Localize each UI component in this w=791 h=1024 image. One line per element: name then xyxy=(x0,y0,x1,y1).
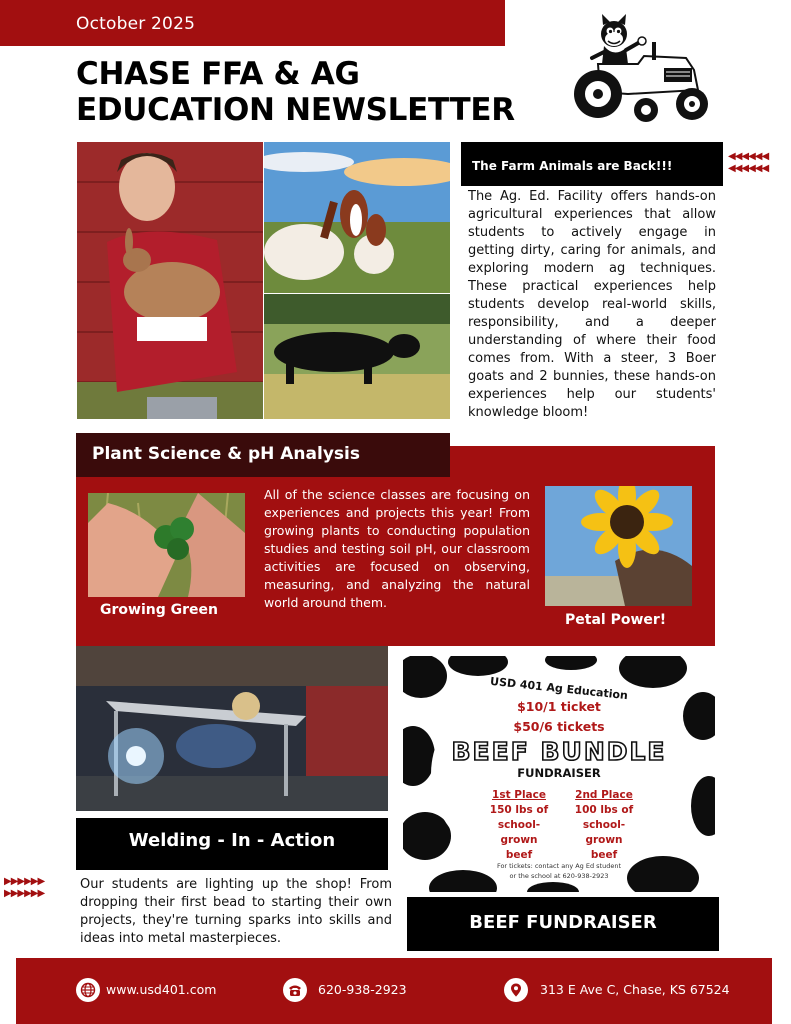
second-place-line1: 100 lbs of xyxy=(574,804,634,816)
school-address: 313 E Ave C, Chase, KS 67524 xyxy=(540,982,730,997)
welding-heading: Welding - In - Action xyxy=(128,830,336,851)
flyer-contact-line2: or the school at 620-938-2923 xyxy=(509,872,609,880)
issue-date: October 2025 xyxy=(76,14,196,34)
flyer-arc-title: USD 401 Ag Education xyxy=(489,674,629,703)
first-place-label: 1st Place xyxy=(492,789,546,801)
flyer-subtitle: FUNDRAISER xyxy=(517,766,601,780)
globe-icon xyxy=(76,978,100,1002)
welding-shop-photo xyxy=(76,646,388,811)
chevron-decoration-right-icon: ▶▶▶▶▶▶ ▶▶▶▶▶▶ xyxy=(4,876,45,899)
second-place-line2: school-grown xyxy=(582,819,626,846)
second-place-block xyxy=(565,788,643,863)
farm-animals-heading: The Farm Animals are Back!!! xyxy=(472,159,673,173)
location-pin-icon xyxy=(504,978,528,1002)
petal-power-caption: Petal Power! xyxy=(565,612,667,628)
growing-green-caption: Growing Green xyxy=(100,602,218,618)
website-link[interactable]: www.usd401.com xyxy=(106,982,217,997)
title-line-1: CHASE FFA & AG xyxy=(76,56,360,92)
black-steer-photo xyxy=(264,294,450,419)
flyer-contact xyxy=(403,861,715,881)
sunflower-photo xyxy=(545,486,692,606)
flyer-price-single: $10/1 ticket xyxy=(517,699,601,714)
flyer-price-bundle: $50/6 tickets xyxy=(513,719,605,734)
title-line-2: EDUCATION NEWSLETTER xyxy=(76,92,515,128)
boer-goats-photo xyxy=(264,142,450,293)
phone-number: 620-938-2923 xyxy=(318,982,407,997)
plant-science-body: All of the science classes are focusing on experiences and projects this year! From growing plants to conducting population studies and testing soil pH, our classroom activities are focused on observing, measuring, and analyzing the natural world around them. xyxy=(264,487,530,610)
flyer-contact-line1: For tickets: contact any Ag Ed student xyxy=(496,862,622,870)
beef-bundle-flyer xyxy=(403,656,715,892)
phone-icon xyxy=(283,978,307,1002)
first-place-line2: school-grown xyxy=(497,819,541,846)
cartoon-cat-on-tractor-icon xyxy=(568,12,718,134)
beef-fundraiser-heading: BEEF FUNDRAISER xyxy=(469,912,657,933)
student-holding-rabbit-photo xyxy=(77,142,263,419)
flyer-beef-bundle-title: BEEF BUNDLE xyxy=(451,737,667,766)
clover-in-hand-photo xyxy=(88,493,245,597)
newsletter-title xyxy=(76,56,546,128)
plant-science-heading: Plant Science & pH Analysis xyxy=(92,444,360,464)
second-place-label: 2nd Place xyxy=(575,789,633,801)
first-place-line1: 150 lbs of xyxy=(489,804,549,816)
first-place-line3: beef xyxy=(505,849,533,861)
second-place-line3: beef xyxy=(590,849,618,861)
welding-body: Our students are lighting up the shop! From dropping their first bead to starting their own projects, they're turning sparks into skills and ideas into metal masterpieces. xyxy=(80,877,392,946)
farm-animals-body: The Ag. Ed. Facility offers hands-on agricultural experiences that allow students to actively engage in getting dirty, caring for animals, and exploring modern ag techniques. These practical experiences help students develop real-world skills, responsibility, and a deeper understanding of where their food comes from. With a steer, 3 Boer goats and 2 bunnies, these hands-on experiences help our students' knowledge bloom! xyxy=(468,189,716,420)
chevron-decoration-icon: ◀◀◀◀◀◀ ◀◀◀◀◀◀ xyxy=(728,151,769,174)
first-place-block xyxy=(481,788,557,863)
